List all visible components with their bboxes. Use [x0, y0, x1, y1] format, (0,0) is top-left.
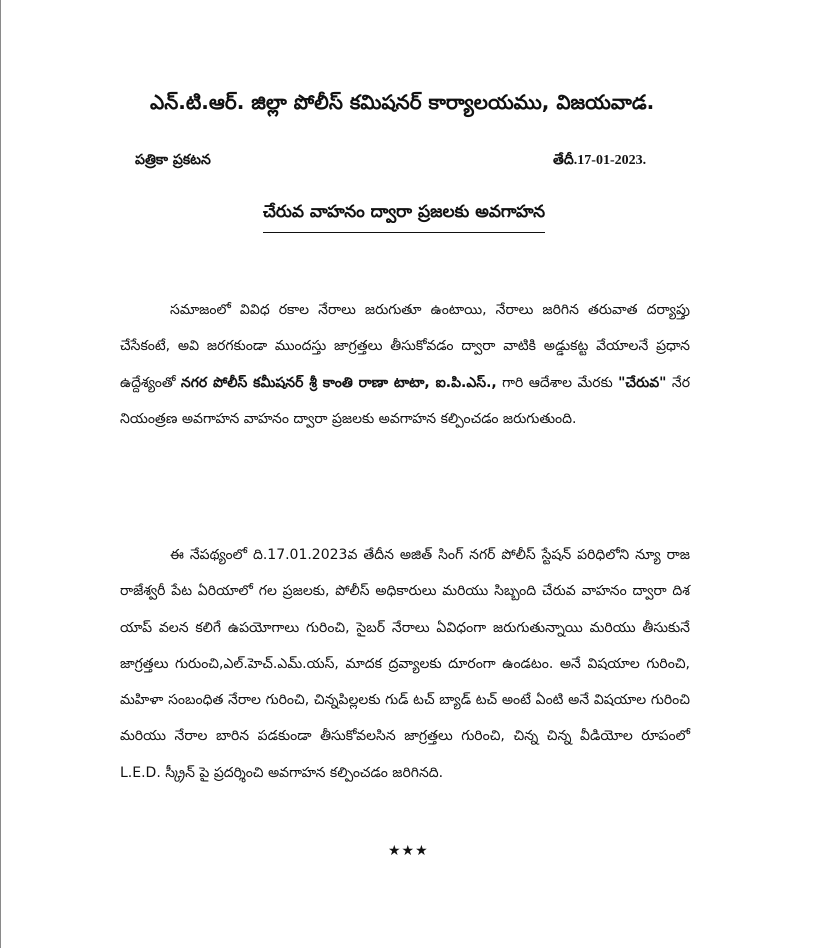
paragraph-event: ఈ నేపథ్యంలో ది.17.01.2023వ తేదీన అజిత్ సింగ్ నగర్ పోలీస్ స్టేషన్ పరిధిలోని న్యూ రాజ రాజేశ్వరీ పేట ఏరియాలో గల ప్రజలకు, పోలీస్ అధికారులు మరియు సిబ్బంది చేరువ వాహనం ద్వారా దిశ యాప్ వలన కలిగే ఉపయోగాలు గురించి, సైబర్ నేరాలు ఏవిధంగా జరుగుతున్నాయి మరియు తీసుకునే జాగ్రత్తలు గురుంచి,ఎల్.హెచ్.ఎమ్.యస్, మాదక ద్రవ్యాలకు దూరంగా ఉండటం. అనే విషయాల గురించి, మహిళా సంబంధిత నేరాల గురించి, చిన్నపిల్లలకు గుడ్ టచ్ బ్యాడ్ టచ్ అంటే ఏంటి అనే విషయాల గురించి మరియు నేరాల బారిన పడకుండా తీసుకోవలసిన జాగ్రత్తలు గురించి, చిన్న చిన్న వీడియోల రూపంలో L.E.D. స్క్రీన్ పై ప్రదర్శించి అవగాహన కల్పించడం జరిగినది.: [120, 547, 690, 781]
paragraph-intro: [120, 292, 690, 437]
office-title: ఎన్.టి.ఆర్. జిల్లా పోలీస్ కమిషనర్ కార్యాలయము, విజయవాడ.: [150, 90, 655, 114]
paragraph-intro-text-3: నేర నియంత్రణ అవగాహన వాహనం ద్వారా ప్రజలకు అవగాహన కల్పించడం జరుగుతుంది.: [120, 374, 690, 427]
cheruva-name: "చేరువ": [618, 374, 667, 391]
release-date: తేదీ.17-01-2023.: [553, 153, 647, 168]
paragraph-intro-text-2: గారి ఆదేశాల మేరకు: [496, 374, 619, 391]
subject-heading: చేరువ వాహనం ద్వారా ప్రజలకు అవగాహన: [263, 202, 545, 233]
paragraph-intro-text-1: సమాజంలో వివిధ రకాల నేరాలు జరుగుతూ ఉంటాయి, నేరాలు జరిగిన తరువాత దర్యాప్తు చేసేకంటే, అవి జరగకుండా ముందస్తు జాగ్రత్తలు తీసుకోవడం ద్వారా వాటికి అడ్డుకట్ట వేయాలనే ప్రధాన ఉద్దేశ్యంతో: [120, 302, 690, 391]
press-release-label: పత్రికా ప్రకటన: [135, 152, 211, 168]
end-stars: ★★★: [388, 843, 429, 859]
commissioner-name: నగర పోలీస్ కమీషనర్ శ్రీ కాంతి రాణా టాటా, ఐ.పి.ఎస్.,: [180, 374, 497, 391]
page-edge: [0, 0, 1, 948]
